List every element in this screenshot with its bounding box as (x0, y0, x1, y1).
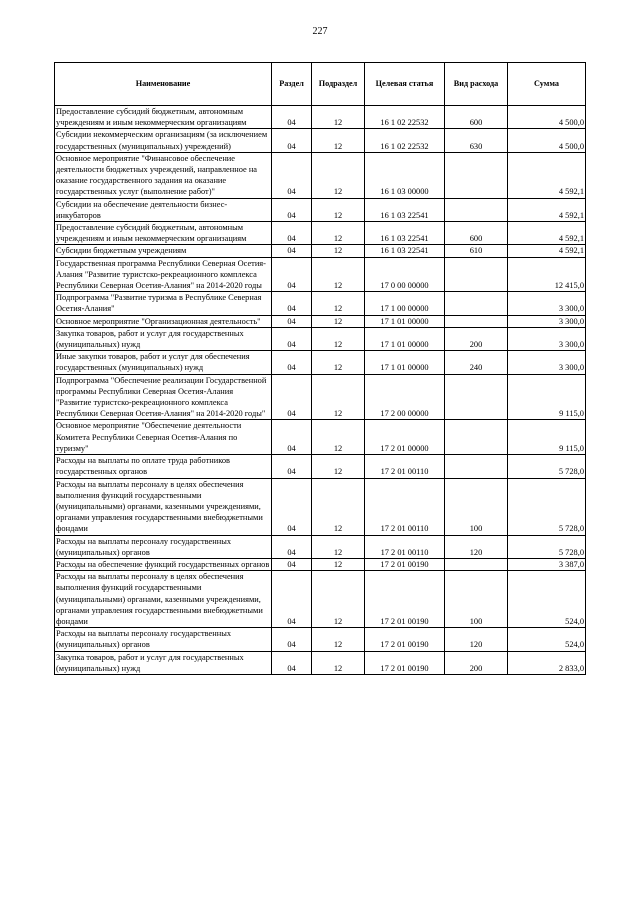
table-row (55, 351, 586, 374)
row-statya-cell: 17 2 01 00000 (365, 420, 445, 455)
row-podrazdel-cell: 12 (312, 315, 365, 327)
row-vid-cell: 240 (445, 351, 508, 374)
row-podrazdel-cell: 12 (312, 198, 365, 221)
row-razdel-cell: 04 (272, 420, 312, 455)
header-name: Наименование (55, 63, 272, 106)
row-summa-cell: 4 592,1 (508, 198, 586, 221)
row-summa-cell: 4 592,1 (508, 152, 586, 198)
row-razdel-cell: 04 (272, 245, 312, 257)
row-statya-cell: 17 1 01 00000 (365, 351, 445, 374)
row-name-cell: Расходы на выплаты персоналу государственных (муниципальных) органов (55, 628, 272, 651)
row-razdel-cell: 04 (272, 571, 312, 628)
table-row (55, 292, 586, 315)
row-podrazdel-cell: 12 (312, 535, 365, 558)
row-summa-cell: 3 300,0 (508, 327, 586, 350)
row-razdel-cell: 04 (272, 222, 312, 245)
row-vid-cell (445, 315, 508, 327)
table-row (55, 558, 586, 570)
row-razdel-cell: 04 (272, 152, 312, 198)
row-name-cell: Расходы на выплаты персоналу в целях обеспечения выполнения функций государственными (муниципальными) органами, казенными учреждениями, органами управления государственными внебюджетными фондами (55, 478, 272, 535)
row-name-cell: Государственная программа Республики Северная Осетия-Алания "Развитие туристско-рекреационного комплекса Республики Северная Осетия-Алания" на 2014-2020 годы (55, 257, 272, 292)
row-razdel-cell: 04 (272, 257, 312, 292)
row-vid-cell (445, 257, 508, 292)
row-vid-cell: 100 (445, 478, 508, 535)
table-row (55, 257, 586, 292)
row-podrazdel-cell: 12 (312, 455, 365, 478)
table-row (55, 106, 586, 129)
row-vid-cell (445, 455, 508, 478)
page-number: 227 (312, 26, 328, 37)
row-summa-cell: 4 592,1 (508, 222, 586, 245)
row-summa-cell: 5 728,0 (508, 455, 586, 478)
row-summa-cell: 5 728,0 (508, 535, 586, 558)
row-razdel-cell: 04 (272, 129, 312, 152)
row-statya-cell: 17 2 00 00000 (365, 374, 445, 420)
table-row (55, 152, 586, 198)
row-podrazdel-cell: 12 (312, 106, 365, 129)
row-podrazdel-cell: 12 (312, 292, 365, 315)
row-name-cell: Подпрограмма "Обеспечение реализации Государственной программы Республики Северная Осетия-Алания "Развитие туристско-рекреационного комплекса Республики Северная Осетия-Алания" на 2014-2020 годы" (55, 374, 272, 420)
row-statya-cell: 17 0 00 00000 (365, 257, 445, 292)
table-row (55, 478, 586, 535)
row-podrazdel-cell: 12 (312, 222, 365, 245)
row-vid-cell: 610 (445, 245, 508, 257)
row-name-cell: Закупка товаров, работ и услуг для государственных (муниципальных) нужд (55, 651, 272, 674)
row-vid-cell (445, 152, 508, 198)
table-row (55, 129, 586, 152)
row-name-cell: Закупка товаров, работ и услуг для государственных (муниципальных) нужд (55, 327, 272, 350)
row-podrazdel-cell: 12 (312, 245, 365, 257)
row-razdel-cell: 04 (272, 628, 312, 651)
row-name-cell: Субсидии на обеспечение деятельности бизнес-инкубаторов (55, 198, 272, 221)
row-summa-cell: 12 415,0 (508, 257, 586, 292)
row-name-cell: Расходы на выплаты персоналу государственных (муниципальных) органов (55, 535, 272, 558)
row-statya-cell: 16 1 03 22541 (365, 245, 445, 257)
table-row (55, 327, 586, 350)
row-statya-cell: 17 1 01 00000 (365, 315, 445, 327)
table-row (55, 374, 586, 420)
table-row (55, 315, 586, 327)
table-row (55, 651, 586, 674)
row-statya-cell: 17 2 01 00110 (365, 535, 445, 558)
row-razdel-cell: 04 (272, 558, 312, 570)
row-summa-cell: 3 300,0 (508, 292, 586, 315)
row-statya-cell: 17 2 01 00190 (365, 558, 445, 570)
row-name-cell: Расходы на обеспечение функций государственных органов (55, 558, 272, 570)
row-summa-cell: 3 300,0 (508, 351, 586, 374)
table-row (55, 420, 586, 455)
table-row (55, 455, 586, 478)
row-name-cell: Предоставление субсидий бюджетным, автономным учреждениям и иным некоммерческим организациям (55, 106, 272, 129)
row-razdel-cell: 04 (272, 106, 312, 129)
row-statya-cell: 16 1 02 22532 (365, 129, 445, 152)
row-name-cell: Основное мероприятие "Обеспечение деятельности Комитета Республики Северная Осетия-Алания по туризму" (55, 420, 272, 455)
row-vid-cell: 600 (445, 106, 508, 129)
row-razdel-cell: 04 (272, 535, 312, 558)
row-podrazdel-cell: 12 (312, 257, 365, 292)
row-name-cell: Основное мероприятие "Организационная деятельность" (55, 315, 272, 327)
header-statya: Целевая статья (365, 63, 445, 106)
row-razdel-cell: 04 (272, 292, 312, 315)
row-razdel-cell: 04 (272, 478, 312, 535)
row-podrazdel-cell: 12 (312, 558, 365, 570)
row-podrazdel-cell: 12 (312, 152, 365, 198)
row-razdel-cell: 04 (272, 351, 312, 374)
row-name-cell: Субсидии некоммерческим организациям (за исключением государственных (муниципальных) учреждений) (55, 129, 272, 152)
row-vid-cell: 120 (445, 628, 508, 651)
row-summa-cell: 3 300,0 (508, 315, 586, 327)
row-vid-cell: 600 (445, 222, 508, 245)
row-statya-cell: 17 1 01 00000 (365, 327, 445, 350)
row-summa-cell: 2 833,0 (508, 651, 586, 674)
row-summa-cell: 524,0 (508, 628, 586, 651)
row-vid-cell (445, 374, 508, 420)
budget-table (54, 62, 586, 675)
row-statya-cell: 16 1 02 22532 (365, 106, 445, 129)
row-statya-cell: 17 2 01 00190 (365, 651, 445, 674)
row-vid-cell: 120 (445, 535, 508, 558)
row-razdel-cell: 04 (272, 198, 312, 221)
row-razdel-cell: 04 (272, 315, 312, 327)
table-row (55, 245, 586, 257)
table-row (55, 222, 586, 245)
row-vid-cell: 630 (445, 129, 508, 152)
row-vid-cell (445, 292, 508, 315)
row-podrazdel-cell: 12 (312, 478, 365, 535)
row-name-cell: Расходы на выплаты по оплате труда работников государственных органов (55, 455, 272, 478)
table-row (55, 628, 586, 651)
row-statya-cell: 17 1 00 00000 (365, 292, 445, 315)
row-name-cell: Основное мероприятие "Финансовое обеспечение деятельности бюджетных учреждений, направленное на оказание государственного задания на оказание государственных услуг (выполнение работ)" (55, 152, 272, 198)
row-razdel-cell: 04 (272, 651, 312, 674)
row-statya-cell: 17 2 01 00110 (365, 478, 445, 535)
header-razdel: Раздел (272, 63, 312, 106)
row-name-cell: Подпрограмма "Развитие туризма в Республике Северная Осетия-Алания" (55, 292, 272, 315)
row-podrazdel-cell: 12 (312, 628, 365, 651)
row-summa-cell: 3 387,0 (508, 558, 586, 570)
row-vid-cell (445, 420, 508, 455)
row-summa-cell: 524,0 (508, 571, 586, 628)
row-summa-cell: 4 500,0 (508, 129, 586, 152)
row-summa-cell: 4 592,1 (508, 245, 586, 257)
row-summa-cell: 9 115,0 (508, 420, 586, 455)
row-razdel-cell: 04 (272, 374, 312, 420)
row-vid-cell: 200 (445, 327, 508, 350)
row-vid-cell (445, 558, 508, 570)
row-statya-cell: 16 1 03 22541 (365, 222, 445, 245)
header-summa: Сумма (508, 63, 586, 106)
row-statya-cell: 16 1 03 00000 (365, 152, 445, 198)
row-podrazdel-cell: 12 (312, 129, 365, 152)
table-row (55, 198, 586, 221)
table-row (55, 535, 586, 558)
table-body (55, 106, 586, 675)
row-summa-cell: 4 500,0 (508, 106, 586, 129)
row-summa-cell: 9 115,0 (508, 374, 586, 420)
row-name-cell: Иные закупки товаров, работ и услуг для обеспечения государственных (муниципальных) нужд (55, 351, 272, 374)
table-row (55, 571, 586, 628)
row-statya-cell: 17 2 01 00190 (365, 628, 445, 651)
header-podrazdel: Подраздел (312, 63, 365, 106)
row-podrazdel-cell: 12 (312, 374, 365, 420)
table-header-row (55, 63, 586, 106)
row-vid-cell: 200 (445, 651, 508, 674)
row-name-cell: Расходы на выплаты персоналу в целях обеспечения выполнения функций государственными (муниципальными) органами, казенными учреждениями, органами управления государственными внебюджетными фондами (55, 571, 272, 628)
row-summa-cell: 5 728,0 (508, 478, 586, 535)
row-podrazdel-cell: 12 (312, 571, 365, 628)
header-vid: Вид расхода (445, 63, 508, 106)
row-razdel-cell: 04 (272, 327, 312, 350)
row-podrazdel-cell: 12 (312, 327, 365, 350)
row-podrazdel-cell: 12 (312, 420, 365, 455)
row-statya-cell: 17 2 01 00190 (365, 571, 445, 628)
row-vid-cell (445, 198, 508, 221)
row-razdel-cell: 04 (272, 455, 312, 478)
row-name-cell: Субсидии бюджетным учреждениям (55, 245, 272, 257)
row-vid-cell: 100 (445, 571, 508, 628)
row-statya-cell: 17 2 01 00110 (365, 455, 445, 478)
row-podrazdel-cell: 12 (312, 651, 365, 674)
row-name-cell: Предоставление субсидий бюджетным, автономным учреждениям и иным некоммерческим организациям (55, 222, 272, 245)
row-statya-cell: 16 1 03 22541 (365, 198, 445, 221)
row-podrazdel-cell: 12 (312, 351, 365, 374)
